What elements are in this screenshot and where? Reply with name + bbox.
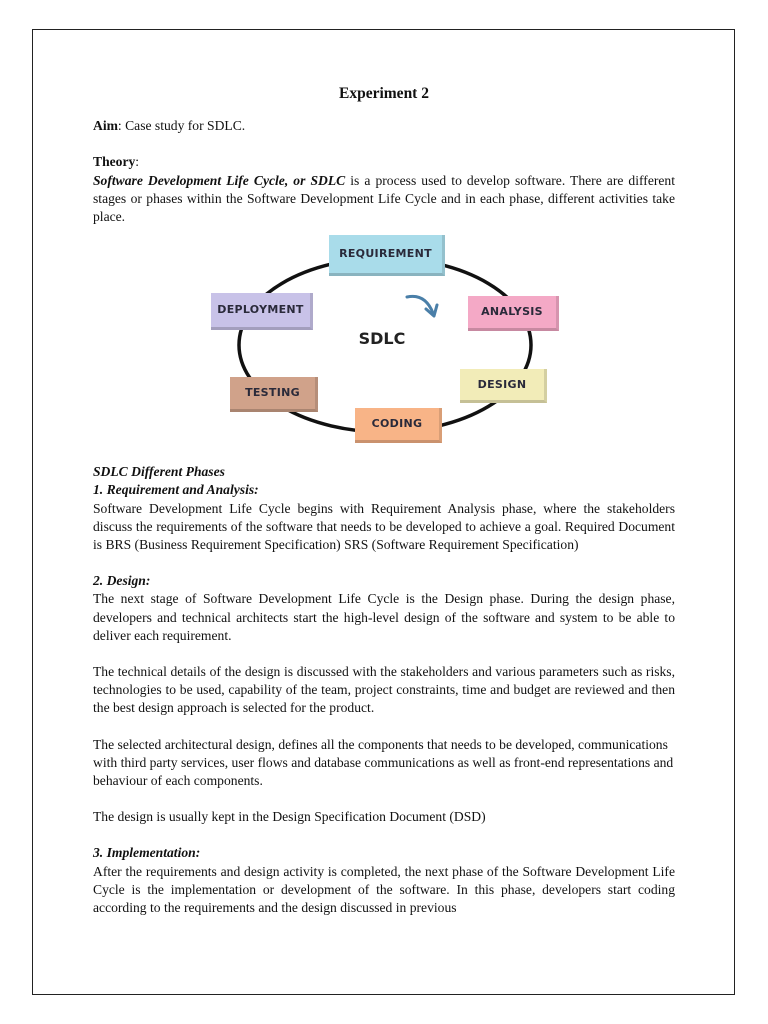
theory-line (93, 153, 675, 171)
phase-deployment (211, 293, 313, 330)
section-2-paragraph-4: The design is usually kept in the Design Specification Document (DSD) (93, 809, 486, 825)
aim-line (93, 117, 675, 135)
phases-heading: SDLC Different Phases (93, 464, 225, 480)
phase-coding (355, 408, 442, 443)
page-title: Experiment 2 (339, 85, 429, 102)
section-1-heading: 1. Requirement and Analysis: (93, 482, 259, 498)
sdlc-center-label: SDLC (358, 329, 406, 349)
theory-label: Theory (93, 154, 136, 170)
section-2-paragraph-1: The next stage of Software Development Life Cycle is the Design phase. During the design phase, developers and technical architects start the high-level design of the software and system to be able to deliver each requirement. (93, 591, 675, 643)
section-3-paragraph: After the requirements and design activity is completed, the next phase of the Software Development Life Cycle is the implementation or development of the software. In this phase, developers start coding according to the requirements and the design discussed in previous (93, 863, 675, 916)
phase-design-label: DESIGN (477, 377, 527, 391)
theory-colon: : (135, 154, 140, 170)
phase-requirement-label: REQUIREMENT (339, 247, 432, 261)
theory-paragraph (93, 172, 675, 227)
aim-label: Aim (93, 118, 118, 134)
section-2-heading: 2. Design: (93, 573, 151, 589)
phase-requirement (329, 235, 445, 276)
phase-design (460, 369, 547, 403)
phase-testing (230, 377, 318, 412)
section-2-paragraph-2: The technical details of the design is discussed with the stakeholders and various parameters such as risks, technologies to be used, capability of the team, project constraints, time and budget are reviewed and then the best design approach is selected for the product. (93, 664, 675, 716)
aim-text: : Case study for SDLC. (117, 118, 246, 134)
section-1-paragraph: Software Development Life Cycle begins with Requirement Analysis phase, where the stakeholders discuss the requirements of the software that needs to be developed to achieve a goal. Required Document is BRS (Business Requirement Specification) SRS (Software Requirement Specification) (93, 500, 675, 553)
section-2-paragraph-3: The selected architectural design, defines all the components that needs to be developed, communications with third party services, user flows and database communications as well as front-end representations and behaviour of each components. (93, 736, 674, 789)
section-3-heading: 3. Implementation: (93, 845, 201, 861)
sdlc-diagram (93, 235, 675, 457)
phase-analysis (468, 296, 559, 331)
phase-coding-label: CODING (371, 417, 423, 431)
theory-intro-rest: is a process used to develop software. There are different stages or phases within the Software Development Life Cycle and in each phase, different activities take place. (93, 172, 675, 225)
phase-deployment-label: DEPLOYMENT (217, 303, 304, 317)
phase-analysis-label: ANALYSIS (481, 305, 543, 319)
document-body (93, 85, 675, 917)
phase-testing-label: TESTING (245, 386, 300, 400)
theory-intro-bold: Software Development Life Cycle, or SDLC (93, 172, 346, 188)
